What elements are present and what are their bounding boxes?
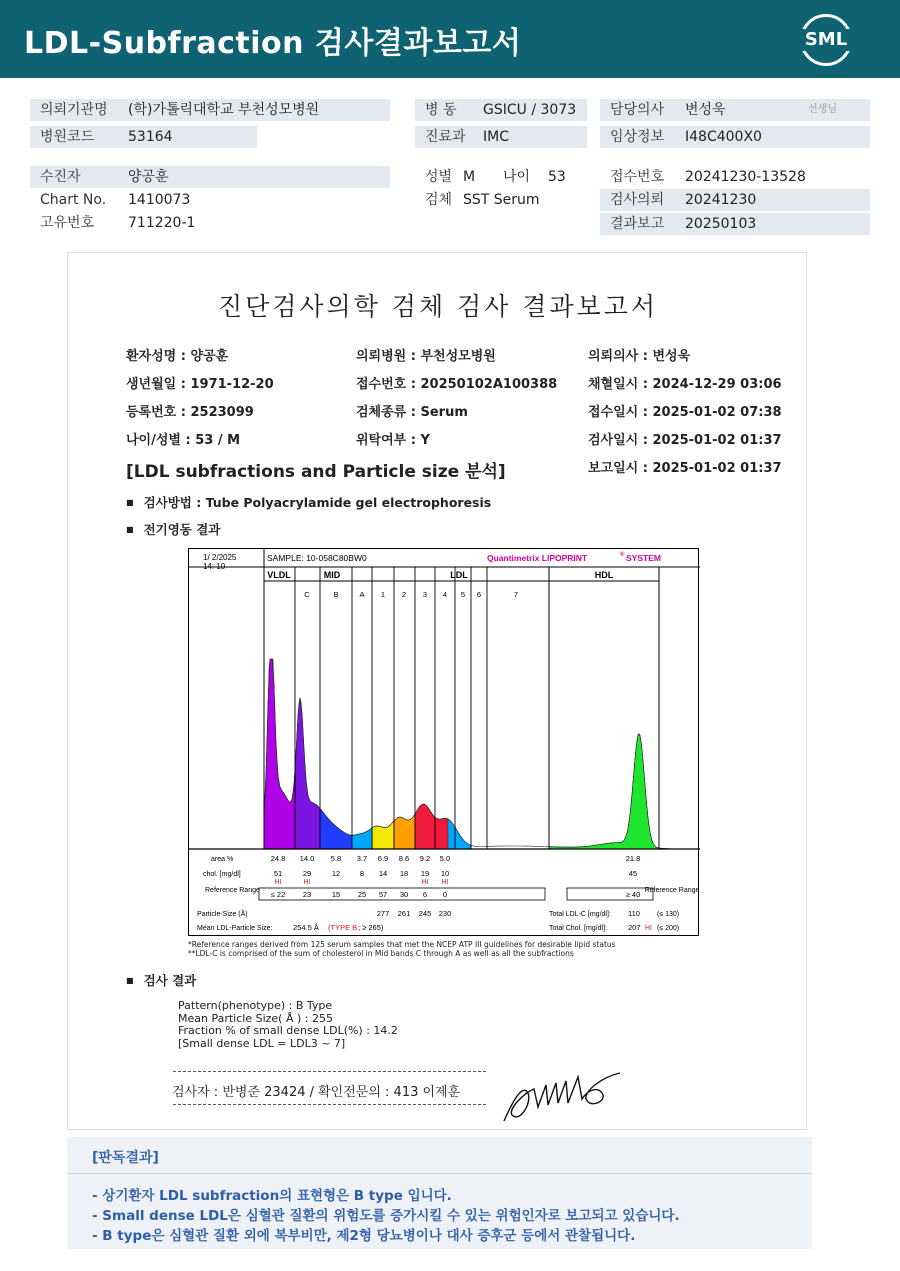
- method-line: ■ 검사방법 : Tube Polyacrylamide gel electrophoresis: [126, 493, 491, 511]
- chol-value-2: 12: [331, 869, 341, 878]
- row-label-ref-1: Reference Range: [205, 887, 260, 894]
- size-value-2: 245: [418, 909, 432, 918]
- electrophoresis-heading: ■ 전기영동 결과: [126, 520, 220, 538]
- area-value-8: 21.8: [625, 854, 641, 863]
- doctor-row: [600, 99, 870, 121]
- band-label-6: 4: [442, 590, 448, 599]
- request-date-row: [600, 189, 870, 211]
- chart-reg-mark: ®: [620, 552, 625, 558]
- curve-segment-6: [415, 804, 448, 849]
- specimen-label: 검체: [425, 192, 453, 208]
- report-date-value: 20250103: [685, 216, 757, 232]
- ward-value: GSICU / 3073: [483, 102, 577, 118]
- band-label-0: C: [304, 590, 310, 599]
- sml-logo: [800, 14, 852, 66]
- field-birth: 생년월일 : 1971-12-20: [126, 377, 274, 392]
- doctor-value: 변성욱: [685, 102, 726, 118]
- chart-time: 14: 10: [203, 562, 226, 571]
- sex-age-row: [415, 166, 595, 188]
- opinion-heading: [판독결과]: [92, 1150, 159, 1166]
- mean-type-tail: ; ≥ 265): [358, 923, 384, 932]
- area-value-4: 6.9: [377, 854, 389, 863]
- area-value-3: 3.7: [356, 854, 368, 863]
- ref-value-8: ≥ 40: [625, 890, 641, 899]
- chart-sample: SAMPLE: 10-058C80BW0: [267, 553, 367, 563]
- divider-bottom: [173, 1104, 486, 1105]
- result-sd-definition: [Small dense LDL = LDL3 ~ 7]: [178, 1036, 346, 1050]
- chol-value-5: 18: [399, 869, 409, 878]
- hi-flag-6: HI: [421, 879, 429, 886]
- chart-system: Quantimetrix LIPOPRINT: [487, 553, 588, 563]
- hi-flag-1: HI: [303, 879, 311, 886]
- hi-flag-7: HI: [441, 879, 449, 886]
- row-label-size: Particle-Size (Å): [197, 911, 248, 918]
- field-report-time: 보고일시 : 2025-01-02 01:37: [588, 461, 782, 476]
- department-row: [415, 126, 587, 148]
- unique-no-value: 711220-1: [128, 215, 196, 231]
- area-value-5: 8.6: [398, 854, 410, 863]
- ref-value-7: 0: [442, 890, 448, 899]
- sex-label: 성별: [425, 169, 453, 185]
- band-label-7: 5: [460, 590, 466, 599]
- curve-segment-3: [352, 828, 372, 849]
- band-label-8: 6: [476, 590, 482, 599]
- curve-segment-5: [394, 814, 415, 849]
- field-receipt: 접수번호 : 20250102A100388: [356, 377, 558, 392]
- hospital-code-row: [30, 126, 257, 148]
- band-label-5: 3: [422, 590, 428, 599]
- footnote-2: **LDL-C is comprised of the sum of cholesterol in Mid bands C through A as well as all the subfractions: [188, 949, 574, 958]
- area-value-0: 24.8: [270, 854, 286, 863]
- ref-value-5: 30: [399, 890, 409, 899]
- field-specimen: 검체종류 : Serum: [356, 405, 468, 420]
- doctor-label: 담당의사: [610, 102, 665, 118]
- receipt-value: 20241230-13528: [685, 169, 806, 185]
- doctor-suffix: 선생님: [808, 104, 837, 115]
- total-chol-ref: (≤ 200): [657, 925, 680, 932]
- patient-row: [30, 166, 390, 188]
- report-date-row: [600, 213, 870, 235]
- lipoprint-chart: [188, 548, 699, 936]
- hospital-code-label: 병원코드: [40, 129, 95, 145]
- field-reg: 등록번호 : 2523099: [126, 405, 254, 420]
- curve-segment-4: [372, 821, 394, 849]
- row-label-chol: chol. [mg/dl]: [203, 871, 241, 878]
- group-label-1: MID: [323, 570, 341, 580]
- curve-segment-8: [549, 733, 669, 849]
- specimen-row: [415, 189, 595, 211]
- chart-no-label: Chart No.: [40, 192, 107, 208]
- chol-value-1: 29: [302, 869, 312, 878]
- clinical-row: [600, 126, 870, 148]
- chol-value-3: 8: [359, 869, 365, 878]
- total-chol-value: 207: [628, 923, 641, 932]
- chart-system-suffix: SYSTEM: [626, 553, 661, 563]
- total-chol-label: Total Chol. [mg/dl]:: [549, 925, 607, 932]
- size-value-3: 230: [438, 909, 452, 918]
- department-label: 진료과: [425, 129, 466, 145]
- age-label: 나이: [503, 169, 531, 185]
- unique-no-row: [30, 212, 390, 234]
- signature-line: 검사자 : 반병준 23424 / 확인전문의 : 413 이제훈: [172, 1085, 461, 1100]
- ref-value-2: 15: [331, 890, 341, 899]
- header-bar: [0, 0, 900, 78]
- chol-value-6: 19: [420, 869, 430, 878]
- result-mean-size: Mean Particle Size( Å ) : 255: [178, 1011, 333, 1025]
- mean-type: (TYPE B: [328, 923, 358, 932]
- receipt-row: [600, 166, 870, 188]
- unique-no-label: 고유번호: [40, 215, 95, 231]
- ref-side-label: Reference Range: [644, 887, 700, 894]
- chart-no-value: 1410073: [128, 192, 191, 208]
- total-ldl-label: Total LDL-C [mg/dl]:: [549, 911, 611, 918]
- ref-value-0: ≤ 22: [270, 890, 286, 899]
- request-date-label: 검사의뢰: [610, 192, 665, 208]
- request-date-value: 20241230: [685, 192, 757, 208]
- field-outsourced: 위탁여부 : Y: [356, 433, 430, 448]
- chol-value-0: 51: [273, 869, 283, 878]
- institution-row: [30, 99, 390, 121]
- result-heading: ■ 검사 결과: [126, 971, 196, 989]
- opinion-panel: [67, 1137, 812, 1249]
- group-label-3: HDL: [594, 570, 614, 580]
- total-ldl-value: 110: [628, 909, 640, 918]
- opinion-line-3: - B type은 심혈관 질환 외에 복부비만, 제2형 당뇨병이나 대사 증후군 등에서 관찰됩니다.: [92, 1228, 636, 1244]
- page-title: LDL-Subfraction 검사결과보고서: [24, 26, 522, 61]
- sex-value: M: [463, 169, 476, 185]
- result-pattern: Pattern(phenotype) : B Type: [178, 999, 333, 1012]
- patient-value: 양공훈: [128, 169, 169, 185]
- institution-label: 의뢰기관명: [40, 102, 108, 118]
- logo-text: SML: [800, 29, 852, 51]
- specimen-value: SST Serum: [463, 192, 540, 208]
- band-label-4: 2: [401, 590, 407, 599]
- ref-value-3: 25: [357, 890, 367, 899]
- area-value-2: 5.8: [330, 854, 342, 863]
- area-value-6: 9.2: [419, 854, 431, 863]
- field-agesex: 나이/성별 : 53 / M: [126, 433, 241, 448]
- area-value-1: 14.0: [299, 854, 315, 863]
- chol-value-7: 10: [440, 869, 450, 878]
- size-value-1: 261: [397, 909, 411, 918]
- report-date-label: 결과보고: [610, 216, 665, 232]
- area-value-7: 5.0: [439, 854, 451, 863]
- size-value-0: 277: [376, 909, 390, 918]
- result-list: [178, 1000, 398, 1050]
- group-label-0: VLDL: [267, 570, 291, 580]
- total-chol-flag: HI: [645, 925, 652, 932]
- patient-label: 수진자: [40, 169, 81, 185]
- chart-date: 1/ 2/2025: [203, 553, 237, 562]
- ref-value-6: 6: [422, 890, 428, 899]
- ref-value-1: 23: [302, 890, 312, 899]
- chart-no-row: [30, 189, 390, 211]
- total-ldl-ref: (≤ 130): [657, 911, 680, 918]
- hi-flag-0: HI: [274, 879, 282, 886]
- divider-top: [173, 1071, 486, 1072]
- field-draw-time: 채혈일시 : 2024-12-29 03:06: [588, 377, 782, 392]
- band-label-9: 7: [513, 590, 519, 599]
- footnote-1: *Reference ranges derived from 125 serum samples that met the NCEP ATP III guidelines for desirable lipid status: [188, 940, 616, 949]
- ward-row: [415, 99, 587, 121]
- clinical-label: 임상정보: [610, 129, 665, 145]
- band-label-1: B: [333, 590, 339, 599]
- band-label-2: A: [359, 590, 365, 599]
- department-value: IMC: [483, 129, 509, 145]
- band-label-3: 1: [380, 590, 386, 599]
- field-name: 환자성명 : 양공훈: [126, 349, 229, 364]
- opinion-line-1: - 상기환자 LDL subfraction의 표현형은 B type 입니다.: [92, 1188, 452, 1204]
- signature-image: [498, 1063, 628, 1127]
- ward-label: 병 동: [425, 102, 457, 118]
- clinical-value: I48C400X0: [685, 129, 762, 145]
- hospital-code-value: 53164: [128, 129, 173, 145]
- field-hospital: 의뢰병원 : 부천성모병원: [356, 349, 496, 364]
- field-receive-time: 접수일시 : 2025-01-02 07:38: [588, 405, 782, 420]
- chol-value-4: 14: [378, 869, 388, 878]
- institution-value: (학)가톨릭대학교 부천성모병원: [128, 102, 320, 118]
- result-fraction: Fraction % of small dense LDL(%) : 14.2: [178, 1024, 398, 1037]
- mean-size-value: 254.5 Å: [293, 923, 319, 932]
- age-value: 53: [548, 169, 566, 185]
- ref-value-4: 57: [378, 890, 388, 899]
- group-label-2: LDL: [450, 570, 468, 580]
- opinion-line-2: - Small dense LDL은 심혈관 질환의 위험도를 증가시킬 수 있는 위험인자로 보고되고 있습니다.: [92, 1208, 680, 1224]
- field-req-doctor: 의뢰의사 : 변성욱: [588, 349, 691, 364]
- row-label-mean: Mean LDL-Particle Size:: [197, 925, 273, 932]
- curve-segment-1: [295, 698, 320, 849]
- chol-value-8: 45: [628, 869, 638, 878]
- opinion-divider: [67, 1173, 812, 1174]
- analysis-title: [LDL subfractions and Particle size 분석]: [126, 462, 506, 482]
- lipoprint-chart-svg: [189, 549, 700, 937]
- receipt-label: 접수번호: [610, 169, 665, 185]
- lab-report: [67, 252, 807, 1130]
- report-title: 진단검사의학 검체 검사 결과보고서: [217, 292, 659, 321]
- row-label-area: area %: [211, 856, 234, 863]
- field-test-time: 검사일시 : 2025-01-02 01:37: [588, 433, 782, 448]
